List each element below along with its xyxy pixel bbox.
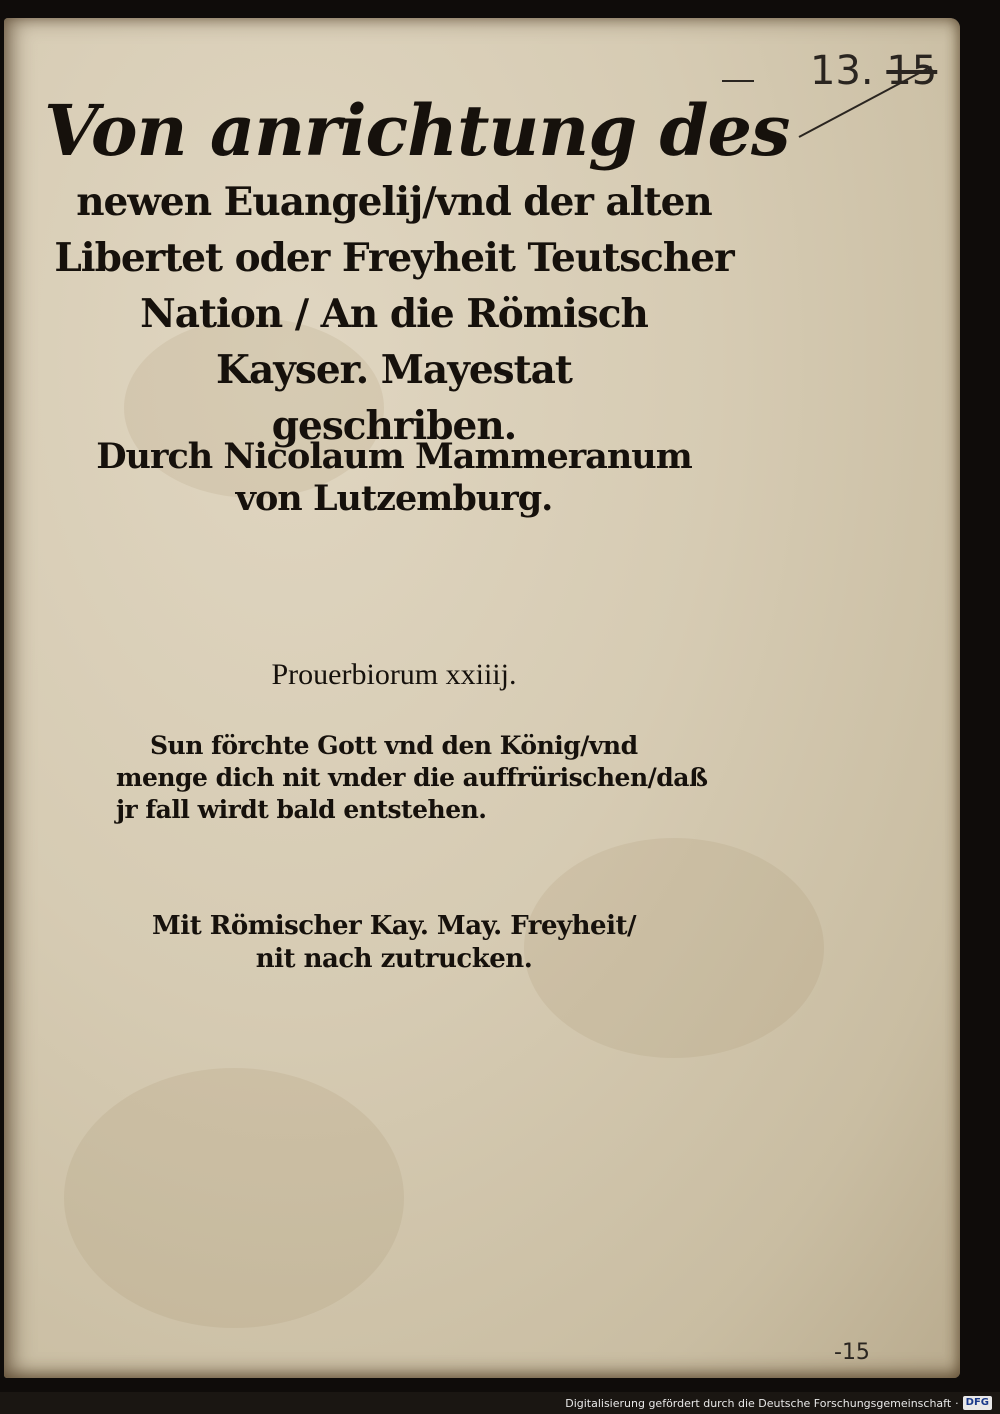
epigraph-source: Prouerbiorum xxiiij. bbox=[271, 658, 517, 691]
footer-text: Digitalisierung gefördert durch die Deutsche Forschungsgemeinschaft bbox=[565, 1396, 952, 1410]
author-block bbox=[84, 436, 704, 520]
privilege-line: nit nach zutrucken. bbox=[255, 944, 533, 974]
epigraph-line: jr fall wirdt bald entstehen. bbox=[116, 795, 487, 824]
title-line: Nation / An die Römisch bbox=[140, 291, 648, 337]
paper-stain bbox=[64, 1068, 404, 1328]
dfg-logo-icon: DFG bbox=[963, 1396, 992, 1410]
shelfmark-struck-number: 15 bbox=[886, 48, 938, 94]
title-line: Kayser. Mayestat bbox=[216, 347, 572, 393]
title-page bbox=[4, 18, 960, 1378]
privilege-block bbox=[134, 910, 654, 976]
page-mark-text: -15 bbox=[834, 1340, 870, 1365]
handwritten-dash bbox=[722, 80, 754, 82]
privilege-line: Mit Römischer Kay. May. Freyheit/ bbox=[152, 911, 636, 941]
title-line: Von anrichtung des bbox=[44, 89, 790, 172]
title-block bbox=[44, 88, 790, 454]
epigraph-source-block bbox=[144, 658, 644, 692]
title-line: geschriben. bbox=[271, 403, 517, 449]
footer-separator: · bbox=[955, 1396, 959, 1410]
epigraph-line: Sun förchte Gott vnd den König/vnd bbox=[150, 731, 638, 760]
title-line: newen Euangelij/vnd der alten bbox=[76, 179, 712, 225]
title-line: Libertet oder Freyheit Teutscher bbox=[54, 235, 734, 281]
shelfmark-number: 13. bbox=[810, 48, 874, 94]
digitization-footer bbox=[565, 1394, 992, 1412]
author-line: Durch Nicolaum Mammeranum bbox=[96, 436, 692, 477]
epigraph-block bbox=[116, 730, 708, 826]
author-line: von Lutzemburg. bbox=[235, 478, 553, 519]
epigraph-line: menge dich nit vnder die auffrürischen/daß bbox=[116, 763, 708, 792]
handwritten-page-mark bbox=[834, 1340, 870, 1365]
